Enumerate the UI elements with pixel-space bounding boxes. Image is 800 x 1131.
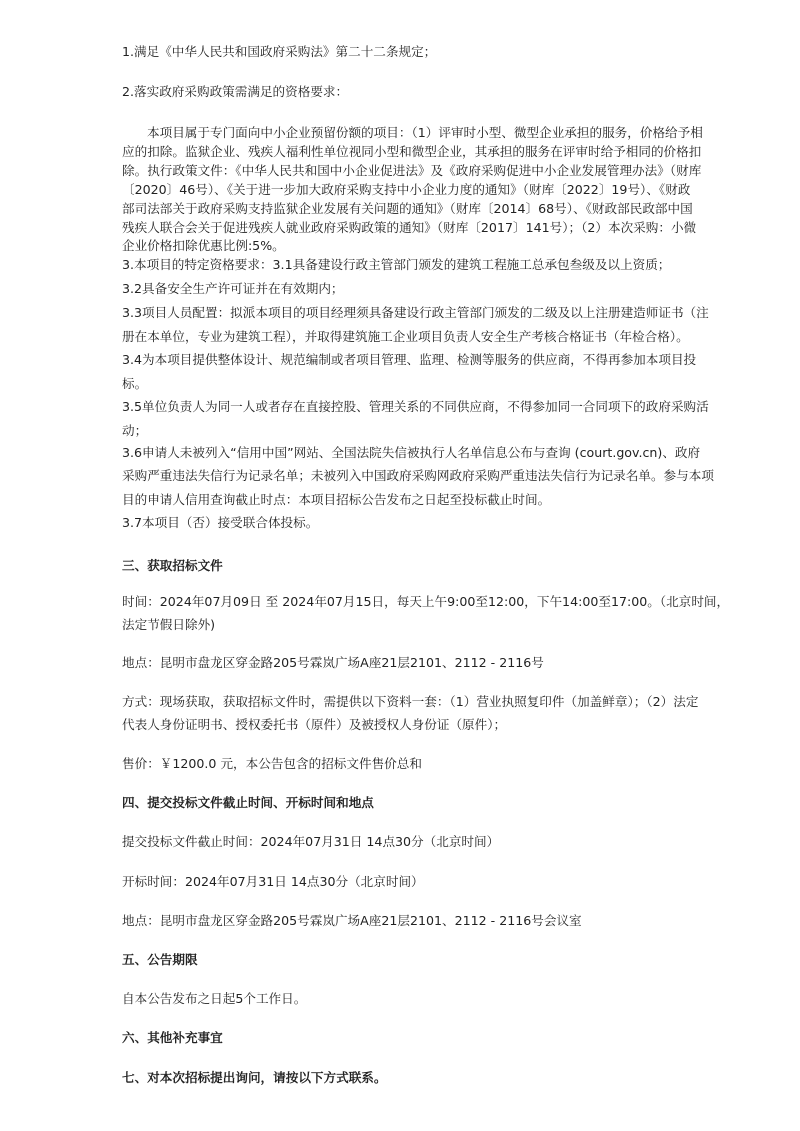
text-line: 四、提交投标文件截止时间、开标时间和地点	[122, 795, 374, 810]
text-line: 应的扣除。监狱企业、残疾人福利性单位视同小型和微型企业，其承担的服务在评审时给予相同的价格扣	[122, 143, 702, 159]
text-line: 标。	[122, 375, 148, 391]
text-line: 售价：￥1200.0 元，本公告包含的招标文件售价总和	[122, 756, 422, 771]
text-line: 五、公告期限	[122, 952, 198, 967]
text-line: 目的申请人信用查询截止时点：本项目招标公告发布之日起至投标截止时间。	[122, 491, 551, 507]
text-line: 时间：2024年07月09日 至 2024年07月15日，每天上午9:00至12:00，下午14:00至17:00。（北京时间，	[122, 594, 730, 609]
text-line: 三、获取招标文件	[122, 558, 223, 573]
text-line: 3.5单位负责人为同一人或者存在直接控股、管理关系的不同供应商，不得参加同一合同项下的政府采购活	[122, 399, 709, 414]
text-line: 3.3项目人员配置：拟派本项目的项目经理须具备建设行政主管部门颁发的二级及以上注册建造师证书（注	[122, 305, 709, 320]
text-line: 地点：昆明市盘龙区穿金路205号霖岚广场A座21层2101、2112 - 2116号	[122, 655, 544, 670]
text-line: 本项目属于专门面向中小企业预留份额的项目：（1）评审时小型、微型企业承担的服务，价格给予相	[147, 125, 703, 140]
text-line: 自本公告发布之日起5个工作日。	[122, 991, 307, 1006]
text-line: 地点：昆明市盘龙区穿金路205号霖岚广场A座21层2101、2112 - 2116号会议室	[122, 913, 582, 928]
text-line: 六、其他补充事宜	[122, 1030, 223, 1045]
text-line: 3.本项目的特定资格要求：3.1具备建设行政主管部门颁发的建筑工程施工总承包叁级及以上资质；	[122, 257, 671, 272]
text-line: 3.7本项目（否）接受联合体投标。	[122, 515, 319, 530]
text-line: 3.4为本项目提供整体设计、规范编制或者项目管理、监理、检测等服务的供应商，不得再参加本项目投	[122, 352, 697, 367]
text-line: 开标时间：2024年07月31日 14点30分（北京时间）	[122, 874, 424, 889]
text-line: 法定节假日除外)	[122, 617, 216, 632]
text-line: 企业价格扣除优惠比例:5%。	[122, 238, 285, 254]
text-line: 除。执行政策文件：《中华人民共和国中小企业促进法》及《政府采购促进中小企业发展管理办法》（财库	[122, 162, 702, 178]
text-line: 3.6申请人未被列入“信用中国”网站、全国法院失信被执行人名单信息公布与查询 (court.gov.cn)、政府	[122, 445, 701, 460]
text-line: 方式：现场获取，获取招标文件时，需提供以下资料一套：（1）营业执照复印件（加盖鲜章）；（2）法定	[122, 694, 699, 709]
text-line: 采购严重违法失信行为记录名单；未被列入中国政府采购网政府采购严重违法失信行为记录名单。参与本项	[122, 468, 714, 484]
text-line: 部司法部关于政府采购支持监狱企业发展有关问题的通知》（财库〔2014〕68号）、《财政部民政部中国	[122, 200, 693, 216]
text-line: 〔2020〕46号）、《关于进一步加大政府采购支持中小企业力度的通知》（财库〔2022〕19号）、《财政	[122, 181, 691, 197]
text-line: 提交投标文件截止时间：2024年07月31日 14点30分（北京时间）	[122, 834, 500, 849]
text-line: 2.落实政府采购政策需满足的资格要求：	[122, 84, 349, 99]
text-line: 残疾人联合会关于促进残疾人就业政府采购政策的通知》（财库〔2017〕141号）；（2）本次采购：小微	[122, 219, 697, 235]
text-line: 3.2具备安全生产许可证并在有效期内；	[122, 281, 344, 296]
text-line: 册在本单位，专业为建筑工程），并取得建筑施工企业项目负责人安全生产考核合格证书（年检合格）。	[122, 328, 689, 344]
text-line: 七、对本次招标提出询问，请按以下方式联系。	[122, 1070, 387, 1085]
text-line: 动；	[122, 422, 148, 438]
text-line: 代表人身份证明书、授权委托书（原件）及被授权人身份证（原件）；	[122, 717, 507, 732]
text-line: 1.满足《中华人民共和国政府采购法》第二十二条规定；	[122, 44, 437, 59]
